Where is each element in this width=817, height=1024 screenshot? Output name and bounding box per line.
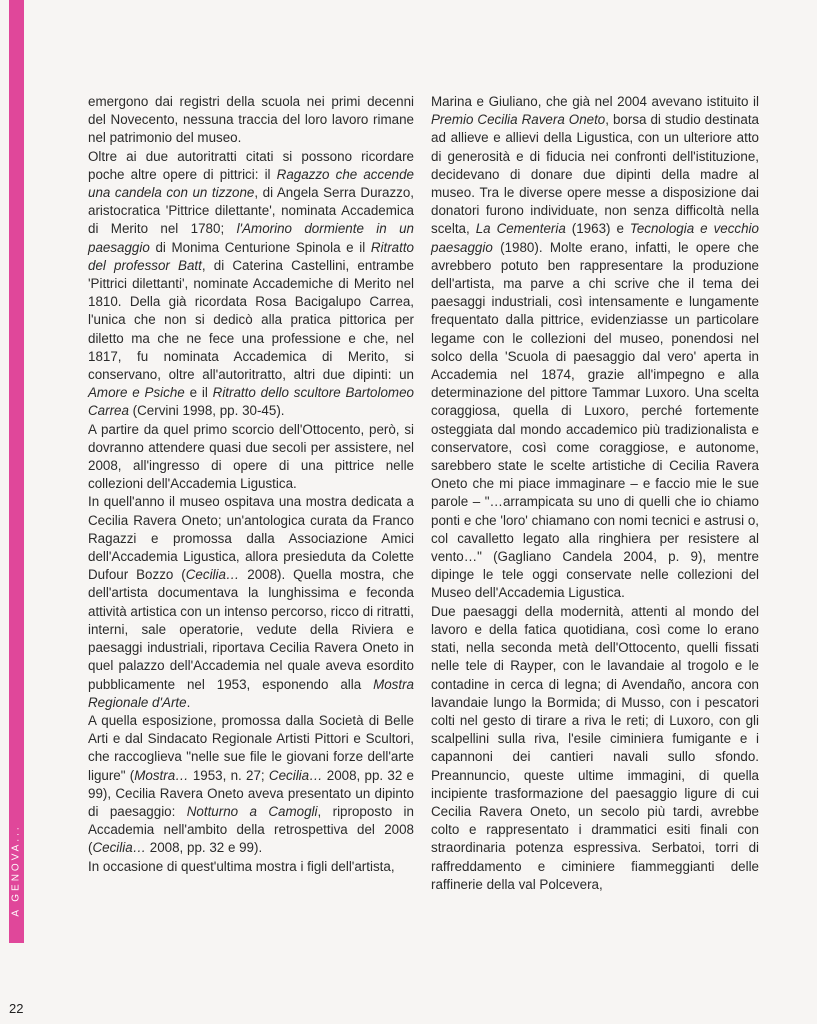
left-text-column bbox=[88, 93, 414, 876]
text-run: emergono dai registri della scuola nei primi decenni del Novecento, nessuna traccia del loro lavoro rimane nel patrimonio del museo. bbox=[88, 94, 414, 146]
italic-title: l'Amorino dormiente in un paesaggio bbox=[88, 221, 415, 255]
italic-title: Amore e Psiche bbox=[88, 385, 185, 401]
text-run: A quella esposizione, promossa dalla Società di Belle Arti e dal Sindacato Regionale Artisti Pittori e Scultori, che raccoglieva "nelle sue file le giovani forze dell'arte ligure" ( bbox=[88, 712, 414, 783]
italic-title: Ritratto del professor Batt bbox=[88, 239, 414, 273]
paragraph bbox=[431, 603, 759, 894]
paragraph bbox=[88, 93, 414, 148]
text-run: (1963) e bbox=[565, 221, 630, 237]
text-run: (1980). Molte erano, infatti, le opere che avrebbero potuto ben rappresentare la produzione dell'artista, ma parve a chi scrive che il tema dei paesaggi industriali, così intensamente e lungamente frequentato dalla pittrice, evidenziasse un particolare legame con le collezioni del museo, ponendosi nel solco della 'Scuola di paesaggio dal vero' aperta in Accademia nel 1874, grazie all'impegno e alla determinazione del pittore Tammar Luxoro. Una scelta coraggiosa, quella di Luxoro, perché fortemente osteggiata dal mondo accademico più tradizionalista e conservatore, così come coraggiose, e autonome, sarebbero state le scelte artistiche di Cecilia Ravera Oneto che mi piace immaginare – e faccio mie le sue parole – "…arrampicata su uno di quelli che io chiamo ponti e che 'loro' chiamano con nomi tecnici e astrusi o, col cavalletto legato alla ringhiera per resistere al vento…" (Gagliano Candela 2004, p. 9), mentre dipinge le tele oggi conservate nelle collezioni del Museo dell'Accademia Ligustica. bbox=[431, 239, 759, 601]
text-run: In occasione di quest'ultima mostra i figli dell'artista, bbox=[88, 858, 395, 874]
text-run: Oltre ai due autoritratti citati si possono ricordare poche altre opere di pittrici: il bbox=[88, 148, 414, 182]
text-run: 1953, n. 27; bbox=[188, 767, 269, 783]
italic-title: Mostra… bbox=[134, 767, 189, 783]
text-run: 2008, pp. 32 e 99). bbox=[146, 840, 263, 856]
paragraph bbox=[88, 858, 414, 876]
right-text-column bbox=[431, 93, 759, 894]
paragraph bbox=[431, 93, 759, 603]
section-label bbox=[9, 815, 24, 925]
text-run: e il bbox=[184, 385, 213, 401]
text-run: di Monima Centurione Spinola e il bbox=[149, 239, 371, 255]
paragraph bbox=[88, 712, 414, 858]
italic-title: La Cementeria bbox=[475, 221, 566, 237]
italic-title: Premio Cecilia Ravera Oneto bbox=[431, 112, 606, 128]
text-run: , di Caterina Castellini, entrambe 'Pittrici dilettanti', nominate Accademiche di Merito nel 1810. Della già ricordata Rosa Bacigalupo Carrea, l'unica che non si dedicò alla pratica pittorica per diletto ma che ne fece una professione e che, nel 1817, fu nominata Accademica di Merito, si conservano, oltre all'autoritratto, altri due dipinti: un bbox=[88, 257, 414, 383]
italic-title: Cecilia… bbox=[185, 567, 240, 583]
paragraph bbox=[88, 493, 414, 711]
text-run: , riproposto in Accademia nell'ambito della retrospettiva del 2008 ( bbox=[88, 803, 414, 856]
text-run: , borsa di studio destinata ad allieve e allievi della Ligustica, con un ulteriore atto di generosità e di fiducia nei confronti dell'istituzione, decidevano di donare due dipinti della madre al museo. Tra le diverse opere messe a disposizione dai donatori furono individuate, non senza difficoltà nella scelta, bbox=[431, 112, 759, 237]
italic-title: Cecilia… bbox=[268, 767, 323, 783]
text-run: Due paesaggi della modernità, attenti al mondo del lavoro e della fatica quotidiana, così come lo erano stati, nella seconda metà dell'Ottocento, quelli fissati nelle tele di Rayper, con le lavandaie al trogolo e le contadine in cerca di legna; di Avendaño, ancora con lavandaie lungo la Bormida; di Musso, con i pescatori colti nel gesto di tirare a riva le reti; di Luxoro, con gli scalpellini sulla riva, l'esile ciminiera fumigante e i capannoni dei cantieri navali sullo sfondo. Preannuncio, queste ultime immagini, di quella incipiente trasformazione del paesaggio ligure di cui Cecilia Ravera Oneto, un secolo più tardi, avrebbe colto e rappresentato i drammatici esiti finali con straordinaria potenza espressiva. Serbatoi, torri di raffreddamento e ciminiere fiammeggianti delle raffinerie della val Polcevera, bbox=[431, 603, 759, 892]
text-run: 2008). Quella mostra, che dell'artista documentava la lunghissima e feconda attività artistica con un intenso percorso, ricco di ritratti, interni, sale operatorie, vedute della Riviera e paesaggi industriali, riportava Cecilia Ravera Oneto in quel palazzo dell'Accademia nel quale aveva esordito pubblicamente nel 1953, esponendo alla bbox=[88, 567, 414, 692]
italic-title: Tecnologia e vecchio paesaggio bbox=[431, 221, 759, 255]
italic-title: Ragazzo che accende una candela con un tizzone bbox=[88, 166, 414, 201]
text-run: 2008, pp. 32 e 99), Cecilia Ravera Oneto aveva presentato un dipinto di paesaggio: bbox=[88, 767, 414, 819]
italic-title: Notturno a Camogli bbox=[186, 803, 318, 819]
text-run: , di Angela Serra Durazzo, aristocratica 'Pittrice dilettante', nominata Accademica di Merito nel 1780; bbox=[88, 185, 415, 237]
text-run: (Cervini 1998, pp. 30-45). bbox=[128, 403, 285, 419]
paragraph bbox=[88, 148, 414, 421]
side-color-band bbox=[9, 0, 24, 943]
paragraph bbox=[88, 421, 414, 494]
page-number: 22 bbox=[9, 1001, 24, 1016]
section-label-text: A GENOVA... bbox=[11, 823, 22, 917]
text-run: In quell'anno il museo ospitava una mostra dedicata a Cecilia Ravera Oneto; un'antologica curata da Franco Ragazzi e promossa dalla Associazione Amici dell'Accademia Ligustica, allora presieduta da Colette Dufour Bozzo ( bbox=[88, 494, 414, 583]
text-run: Marina e Giuliano, che già nel 2004 avevano istituito il bbox=[431, 94, 759, 109]
italic-title: Mostra Regionale d'Arte bbox=[88, 676, 414, 710]
italic-title: Cecilia… bbox=[92, 840, 147, 856]
text-run: A partire da quel primo scorcio dell'Ottocento, però, si dovranno attendere quasi due secoli per assistere, nel 2008, all'ingresso di opere di una pittrice nelle collezioni dell'Accademia Ligustica. bbox=[88, 421, 414, 492]
text-run: . bbox=[186, 694, 191, 710]
italic-title: Ritratto dello scultore Bartolomeo Carrea bbox=[88, 385, 414, 419]
